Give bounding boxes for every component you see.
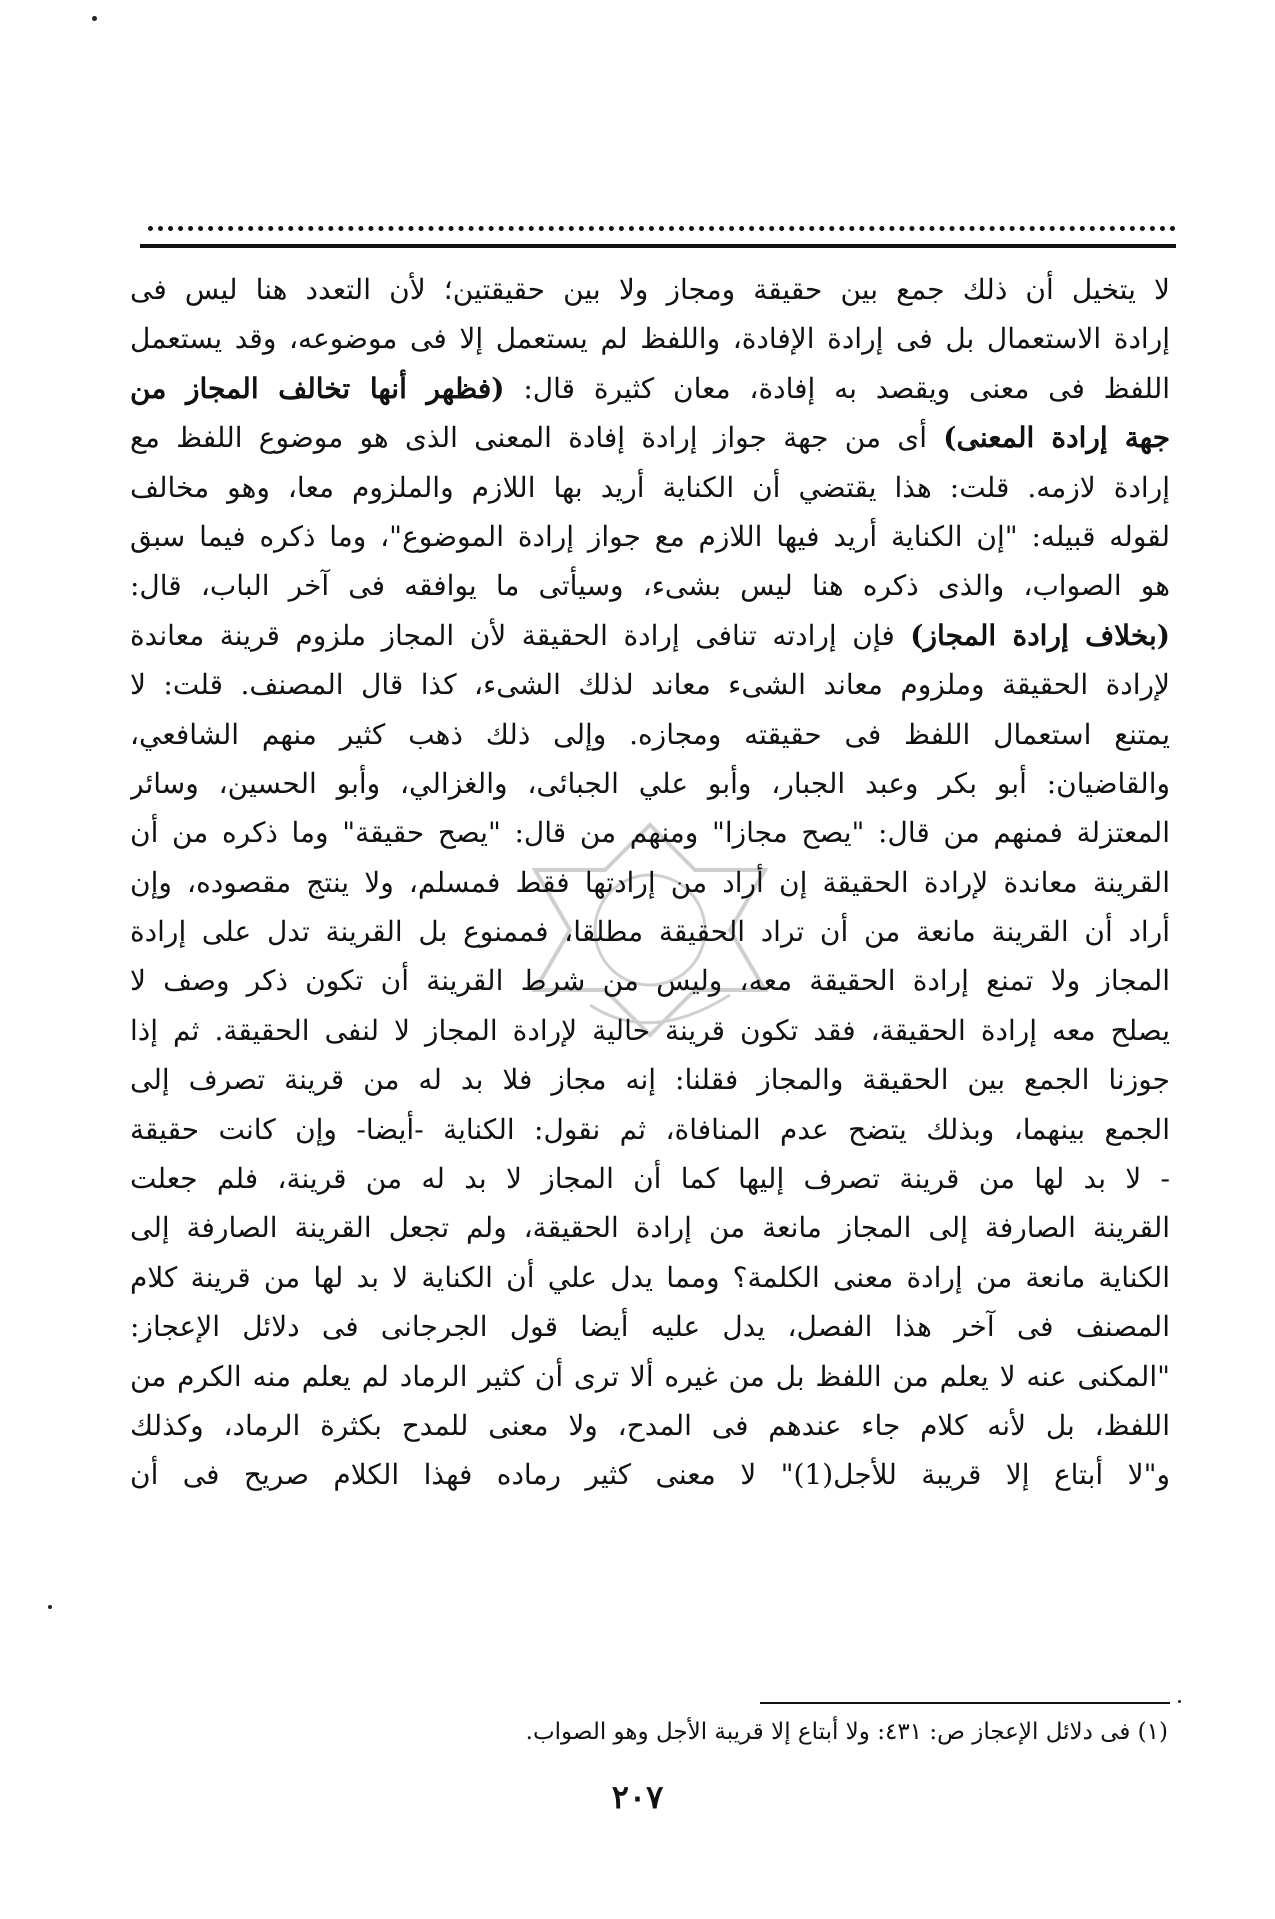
text-line: القرينة معاندة لإرادة الحقيقة إن أراد من إرادتها فقط فمسلم، ولا ينتج مقصوده، وإن <box>130 865 1170 899</box>
page-number: ٢٠٧ <box>611 1778 664 1816</box>
text-line: الكناية مانعة من إرادة معنى الكلمة؟ ومما يدل علي أن الكناية لا بد لها من قرينة كلام <box>130 1260 1170 1294</box>
header-dotted-rule <box>148 226 1176 231</box>
text-line: الجمع بينهما، وبذلك يتضح عدم المنافاة، ثم نقول: الكناية -أيضا- وإن كانت حقيقة <box>130 1112 1170 1146</box>
text-line: و"لا أبتاع إلا قريبة للأجل(1)" لا معنى كثير رماده فهذا الكلام صريح فى أن <box>130 1458 1170 1492</box>
text-line: إرادة الاستعمال بل فى إرادة الإفادة، واللفظ لم يستعمل إلا فى موضوعه، وقد يستعمل <box>130 322 1170 356</box>
text-line: "المكنى عنه لا يعلم من اللفظ بل من غيره ألا ترى أن كثير الرماد لم يعلم منه الكرم من <box>130 1359 1170 1393</box>
text-line: هو الصواب، والذى ذكره هنا ليس بشىء، وسيأتى ما يوافقه فى آخر الباب، قال: <box>130 569 1170 603</box>
text-line: يصلح معه إرادة الحقيقة، فقد تكون قرينة حالية لإرادة المجاز لا لنفى الحقيقة. ثم إذا <box>130 1013 1170 1047</box>
text-line: يمتنع استعمال اللفظ فى حقيقته ومجازه. وإلى ذلك ذهب كثير منهم الشافعي، <box>130 717 1170 751</box>
text-line: أراد أن القرينة مانعة من أن تراد الحقيقة مطلقا، فممنوع بل القرينة تدل على إرادة <box>130 915 1170 949</box>
text-line: (بخلاف إرادة المجاز) فإن إرادته تنافى إرادة الحقيقة لأن المجاز ملزوم قرينة معاندة <box>130 618 1170 652</box>
text-line: المصنف فى آخر هذا الفصل، يدل عليه أيضا قول الجرجانى فى دلائل الإعجاز: <box>130 1310 1170 1344</box>
footnote-rule <box>760 1702 1170 1704</box>
text-line: لا يتخيل أن ذلك جمع بين حقيقة ومجاز ولا بين حقيقتين؛ لأن التعدد هنا ليس فى <box>130 273 1170 306</box>
header-rule <box>140 244 1176 248</box>
scan-speck <box>48 1605 52 1609</box>
body-text <box>130 265 1170 1500</box>
scan-speck <box>1178 1700 1181 1703</box>
scan-speck <box>92 16 97 21</box>
text-line: لإرادة الحقيقة وملزوم معاند الشىء معاند لذلك الشىء، كذا قال المصنف. قلت: لا <box>130 668 1170 702</box>
text-line: - لا بد لها من قرينة تصرف إليها كما أن المجاز لا بد له من قرينة، فلم جعلت <box>130 1162 1170 1196</box>
text-line: إرادة لازمه. قلت: هذا يقتضي أن الكناية أريد بها اللازم والملزوم معا، وهو مخالف <box>130 470 1170 504</box>
text-line: اللفظ، بل لأنه كلام جاء عندهم فى المدح، ولا معنى للمدح بكثرة الرماد، وكذلك <box>130 1408 1170 1442</box>
text-line: والقاضيان: أبو بكر وعبد الجبار، وأبو علي الجبائى، والغزالي، وأبو الحسين، وسائر <box>130 766 1170 800</box>
text-line: المعتزلة فمنهم من قال: "يصح مجازا" ومنهم من قال: "يصح حقيقة" وما ذكره من أن <box>130 816 1170 850</box>
text-line: لقوله قبيله: "إن الكناية أريد فيها اللازم مع جواز إرادة الموضوع"، وما ذكره فيما سبق <box>130 519 1170 553</box>
text-line: القرينة الصارفة إلى المجاز مانعة من إرادة الحقيقة، ولم تجعل القرينة الصارفة إلى <box>130 1211 1170 1245</box>
text-line: جهة إرادة المعنى) أى من جهة جواز إرادة إفادة المعنى الذى هو موضوع اللفظ مع <box>130 421 1170 455</box>
text-line: اللفظ فى معنى ويقصد به إفادة، معان كثيرة قال: (فظهر أنها تخالف المجاز من <box>130 371 1170 405</box>
text-line: المجاز ولا تمنع إرادة الحقيقة معه، وليس من شرط القرينة أن تكون ذكر وصف لا <box>130 964 1170 998</box>
footnote: (١) فى دلائل الإعجاز ص: ٤٣١: ولا أبتاع إلا قريبة الأجل وهو الصواب. <box>525 1719 1168 1745</box>
text-line: جوزنا الجمع بين الحقيقة والمجاز فقلنا: إنه مجاز فلا بد له من قرينة تصرف إلى <box>130 1063 1170 1097</box>
